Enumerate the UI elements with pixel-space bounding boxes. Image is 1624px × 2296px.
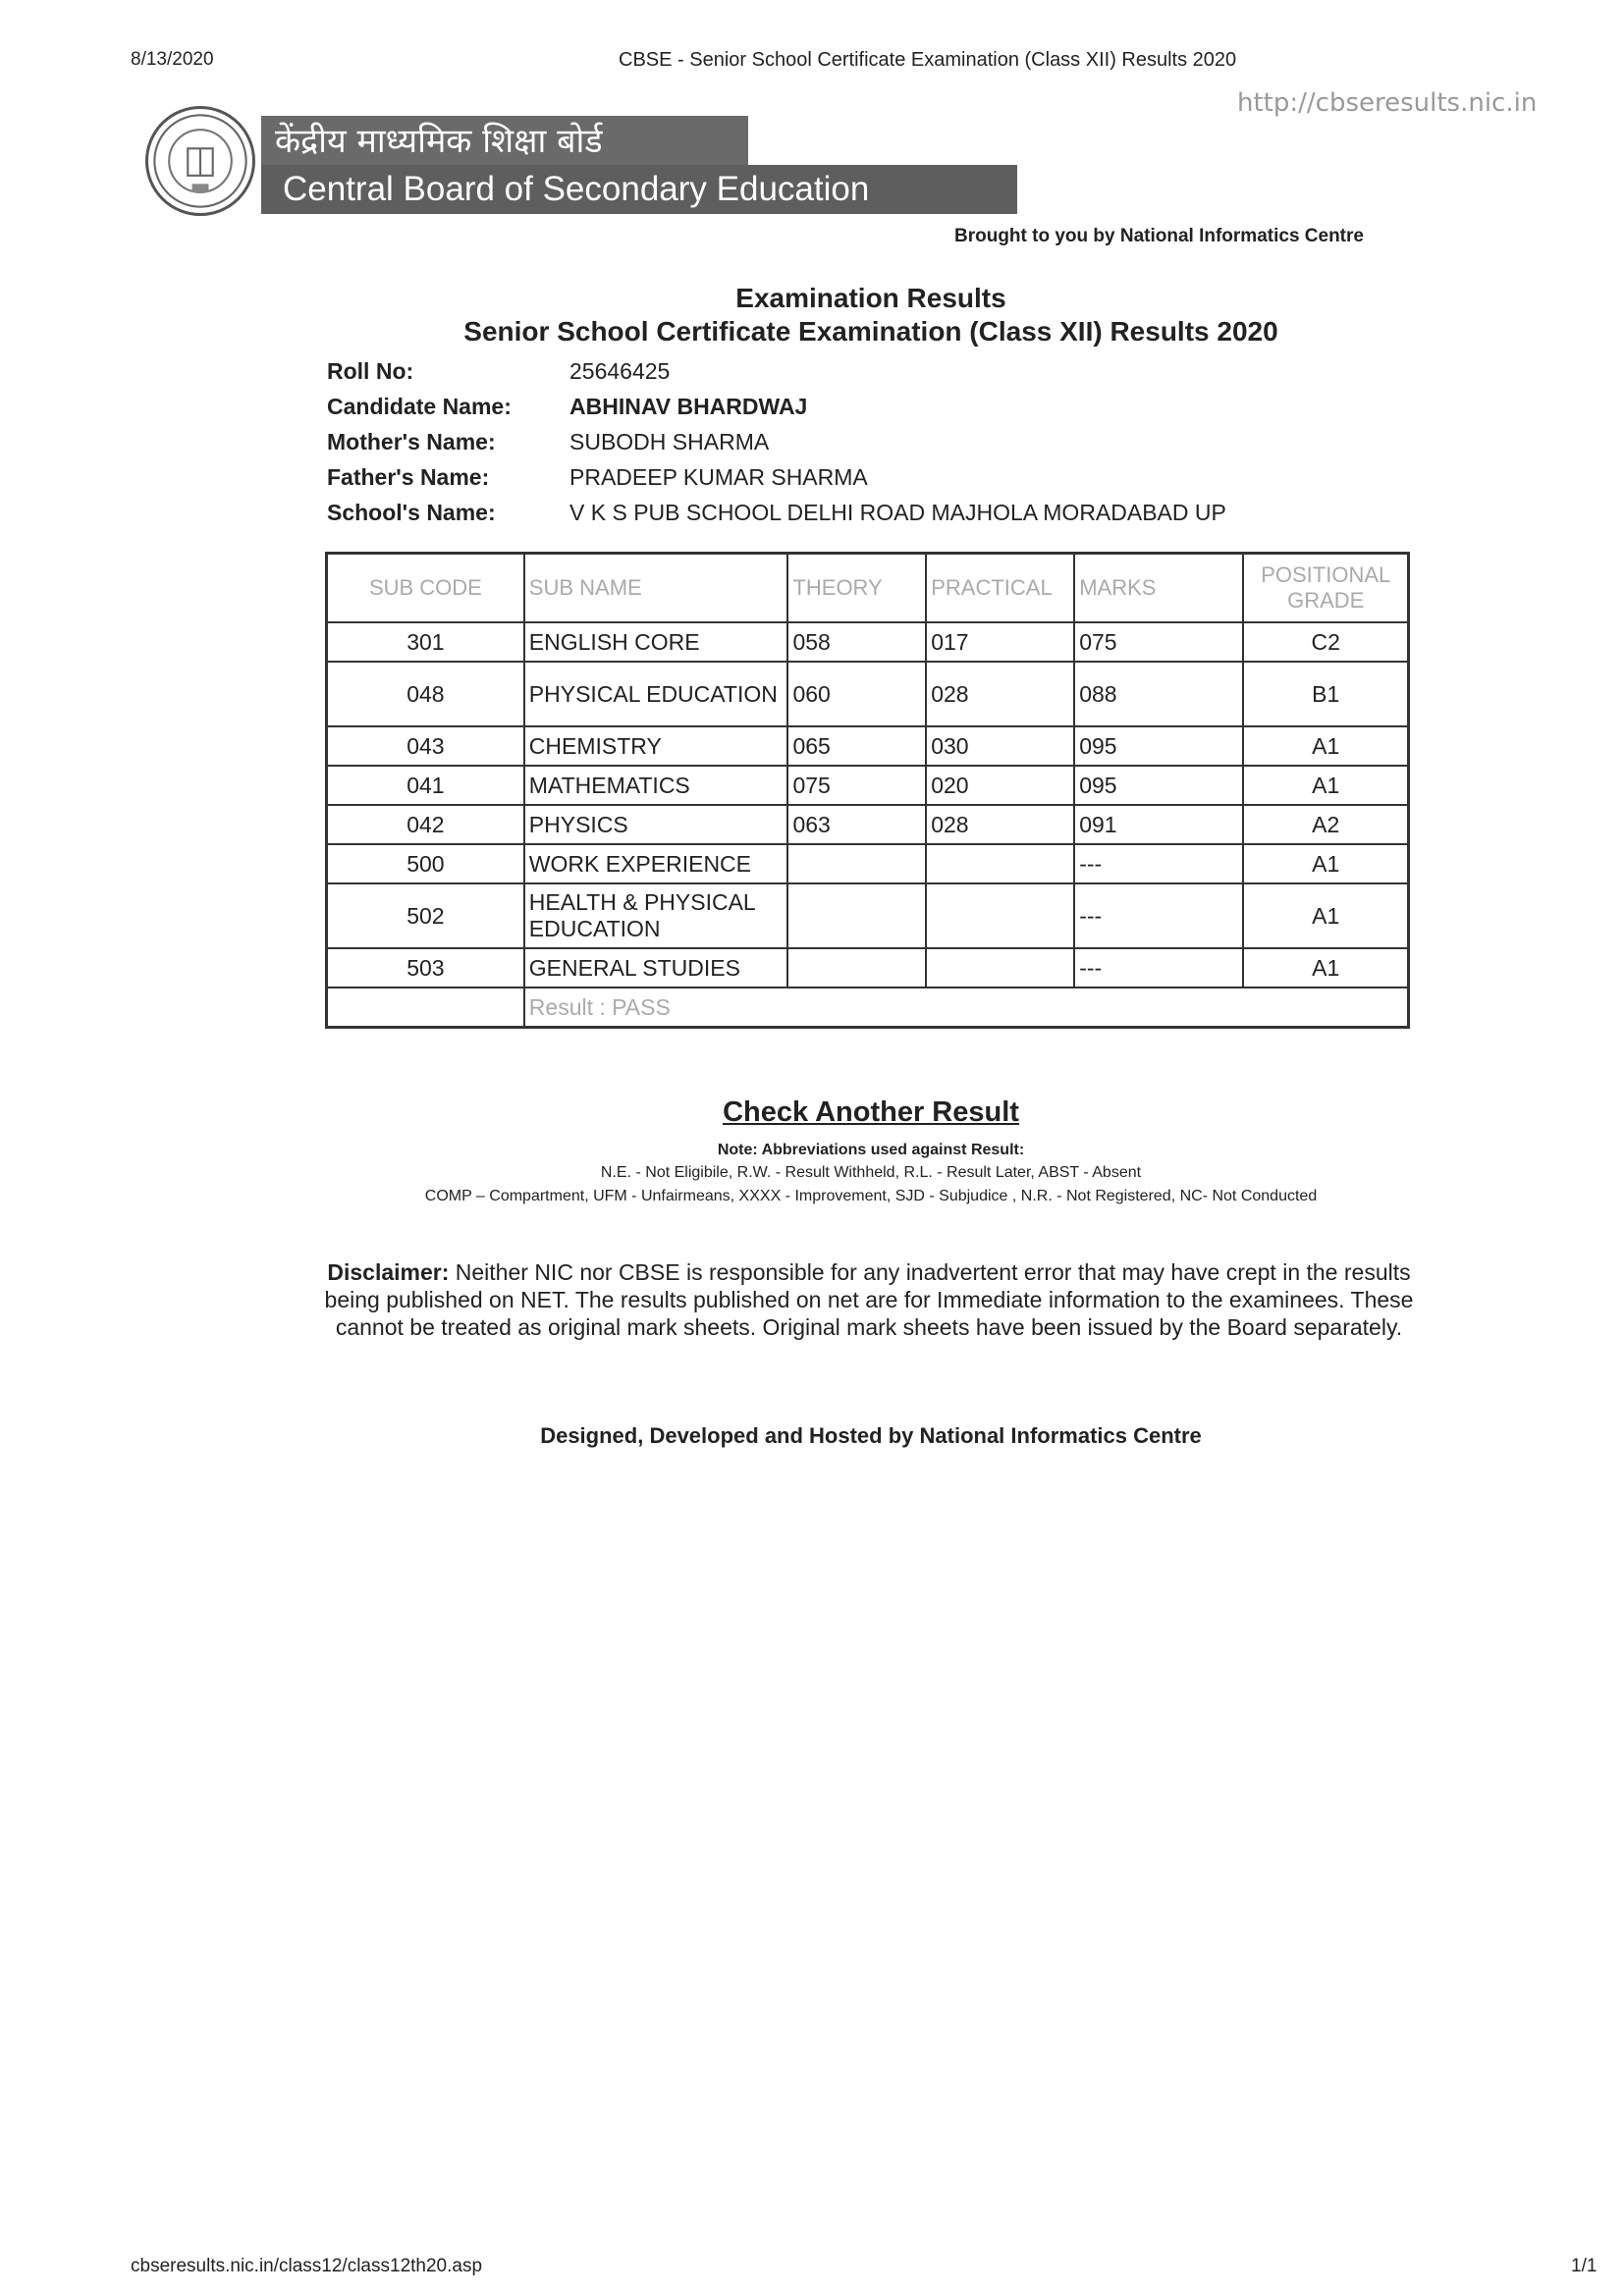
- sub-code-cell: 041: [327, 766, 524, 805]
- practical-cell: 017: [926, 622, 1074, 662]
- sub-code-cell: 048: [327, 662, 524, 726]
- theory-cell: 058: [787, 622, 926, 662]
- sub-name-cell: GENERAL STUDIES: [524, 948, 788, 988]
- disclaimer-text: Neither NIC nor CBSE is responsible for any inadvertent error that may have crept in the results being published on NET. The results published on net are for Immediate information to the examinees. These cannot be treated as original mark sheets. Original mark sheets have been issued by the Board separately.: [324, 1259, 1414, 1340]
- sub-name-cell: PHYSICAL EDUCATION: [524, 662, 788, 726]
- header-practical: PRACTICAL: [926, 554, 1074, 623]
- candidate-name-row: [327, 389, 1226, 424]
- sub-code-cell: 500: [327, 844, 524, 883]
- table-row: [327, 662, 1409, 726]
- abbreviations-line-2: COMP – Compartment, UFM - Unfairmeans, XXXX - Improvement, SJD - Subjudice , N.R. - Not Registered, NC- Not Conducted: [424, 1188, 1318, 1204]
- theory-cell: 060: [787, 662, 926, 726]
- sub-code-cell: 301: [327, 622, 524, 662]
- theory-cell: 075: [787, 766, 926, 805]
- sub-code-cell: 043: [327, 726, 524, 766]
- abbreviations-line-1: N.E. - Not Eligibile, R.W. - Result Withheld, R.L. - Result Later, ABST - Absent: [600, 1164, 1142, 1181]
- result-status: Result : PASS: [524, 988, 1409, 1028]
- table-row: [327, 948, 1409, 988]
- grade-cell: A1: [1243, 883, 1408, 948]
- exam-subheading: Senior School Certificate Examination (Class XII) Results 2020: [463, 316, 1278, 347]
- marks-cell: 091: [1074, 805, 1243, 844]
- grade-cell: A2: [1243, 805, 1408, 844]
- sub-name-cell: WORK EXPERIENCE: [524, 844, 788, 883]
- practical-cell: 028: [926, 662, 1074, 726]
- mother-name-label: Mother's Name:: [327, 428, 496, 454]
- table-row: [327, 766, 1409, 805]
- marks-table-header: [327, 554, 1409, 623]
- candidate-name-value: ABHINAV BHARDWAJ: [569, 393, 808, 419]
- marks-cell: 088: [1074, 662, 1243, 726]
- grade-cell: B1: [1243, 662, 1408, 726]
- sub-code-cell: 503: [327, 948, 524, 988]
- print-date: 8/13/2020: [131, 49, 214, 70]
- header-sub-name: SUB NAME: [524, 554, 788, 623]
- check-another-result-link[interactable]: Check Another Result: [723, 1096, 1019, 1128]
- exam-heading: Examination Results: [735, 283, 1006, 313]
- grade-cell: A1: [1243, 726, 1408, 766]
- header-theory: THEORY: [787, 554, 926, 623]
- marks-cell: 075: [1074, 622, 1243, 662]
- disclaimer: [324, 1258, 1414, 1341]
- school-name-row: [327, 495, 1226, 530]
- roll-label: Roll No:: [327, 357, 414, 384]
- banner-english-title: Central Board of Secondary Education: [261, 165, 1017, 214]
- father-name-value: PRADEEP KUMAR SHARMA: [569, 463, 868, 490]
- print-page-title: CBSE - Senior School Certificate Examination (Class XII) Results 2020: [619, 49, 1237, 71]
- practical-cell: 030: [926, 726, 1074, 766]
- designed-by-text: Designed, Developed and Hosted by National Informatics Centre: [540, 1423, 1202, 1448]
- theory-cell: [787, 883, 926, 948]
- disclaimer-label: Disclaimer:: [327, 1259, 450, 1285]
- sub-name-cell: ENGLISH CORE: [524, 622, 788, 662]
- candidate-name-label: Candidate Name:: [327, 393, 512, 419]
- practical-cell: 028: [926, 805, 1074, 844]
- school-name-value: V K S PUB SCHOOL DELHI ROAD MAJHOLA MORADABAD UP: [569, 499, 1226, 525]
- sub-code-cell: 042: [327, 805, 524, 844]
- sub-name-cell: PHYSICS: [524, 805, 788, 844]
- grade-cell: A1: [1243, 766, 1408, 805]
- table-row: [327, 883, 1409, 948]
- father-name-row: [327, 459, 1226, 495]
- banner-hindi-title: केंद्रीय माध्यमिक शिक्षा बोर्ड: [261, 116, 748, 167]
- mother-name-row: [327, 424, 1226, 459]
- sub-name-cell: CHEMISTRY: [524, 726, 788, 766]
- table-row: [327, 844, 1409, 883]
- footer-url: cbseresults.nic.in/class12/class12th20.asp: [131, 2256, 483, 2276]
- marks-cell: ---: [1074, 844, 1243, 883]
- grade-cell: A1: [1243, 844, 1408, 883]
- theory-cell: [787, 844, 926, 883]
- table-row: [327, 726, 1409, 766]
- abbreviations-note-heading: Note: Abbreviations used against Result:: [717, 1142, 1025, 1158]
- sub-name-cell: HEALTH & PHYSICAL EDUCATION: [524, 883, 788, 948]
- sub-code-cell: 502: [327, 883, 524, 948]
- marks-cell: ---: [1074, 883, 1243, 948]
- marks-table: [325, 552, 1410, 1029]
- marks-cell: 095: [1074, 726, 1243, 766]
- sub-name-cell: MATHEMATICS: [524, 766, 788, 805]
- practical-cell: [926, 948, 1074, 988]
- header-positional-grade: POSITIONAL GRADE: [1243, 554, 1408, 623]
- header-marks: MARKS: [1074, 554, 1243, 623]
- cbse-seal-icon: [145, 106, 255, 216]
- table-row: [327, 805, 1409, 844]
- candidate-info: [327, 353, 1226, 530]
- site-url-link[interactable]: http://cbseresults.nic.in: [1237, 88, 1538, 118]
- mother-name-value: SUBODH SHARMA: [569, 428, 770, 454]
- result-empty-cell: [327, 988, 524, 1028]
- practical-cell: [926, 883, 1074, 948]
- grade-cell: A1: [1243, 948, 1408, 988]
- school-name-label: School's Name:: [327, 499, 496, 525]
- marks-cell: 095: [1074, 766, 1243, 805]
- footer-page-number: 1/1: [1571, 2256, 1597, 2276]
- result-row: [327, 988, 1409, 1028]
- theory-cell: 063: [787, 805, 926, 844]
- practical-cell: 020: [926, 766, 1074, 805]
- theory-cell: [787, 948, 926, 988]
- theory-cell: 065: [787, 726, 926, 766]
- table-row: [327, 622, 1409, 662]
- header-sub-code: SUB CODE: [327, 554, 524, 623]
- marks-cell: ---: [1074, 948, 1243, 988]
- practical-cell: [926, 844, 1074, 883]
- father-name-label: Father's Name:: [327, 463, 490, 490]
- roll-row: [327, 353, 1226, 389]
- roll-value: 25646425: [569, 357, 671, 384]
- brought-by-text: Brought to you by National Informatics Centre: [954, 226, 1364, 246]
- grade-cell: C2: [1243, 622, 1408, 662]
